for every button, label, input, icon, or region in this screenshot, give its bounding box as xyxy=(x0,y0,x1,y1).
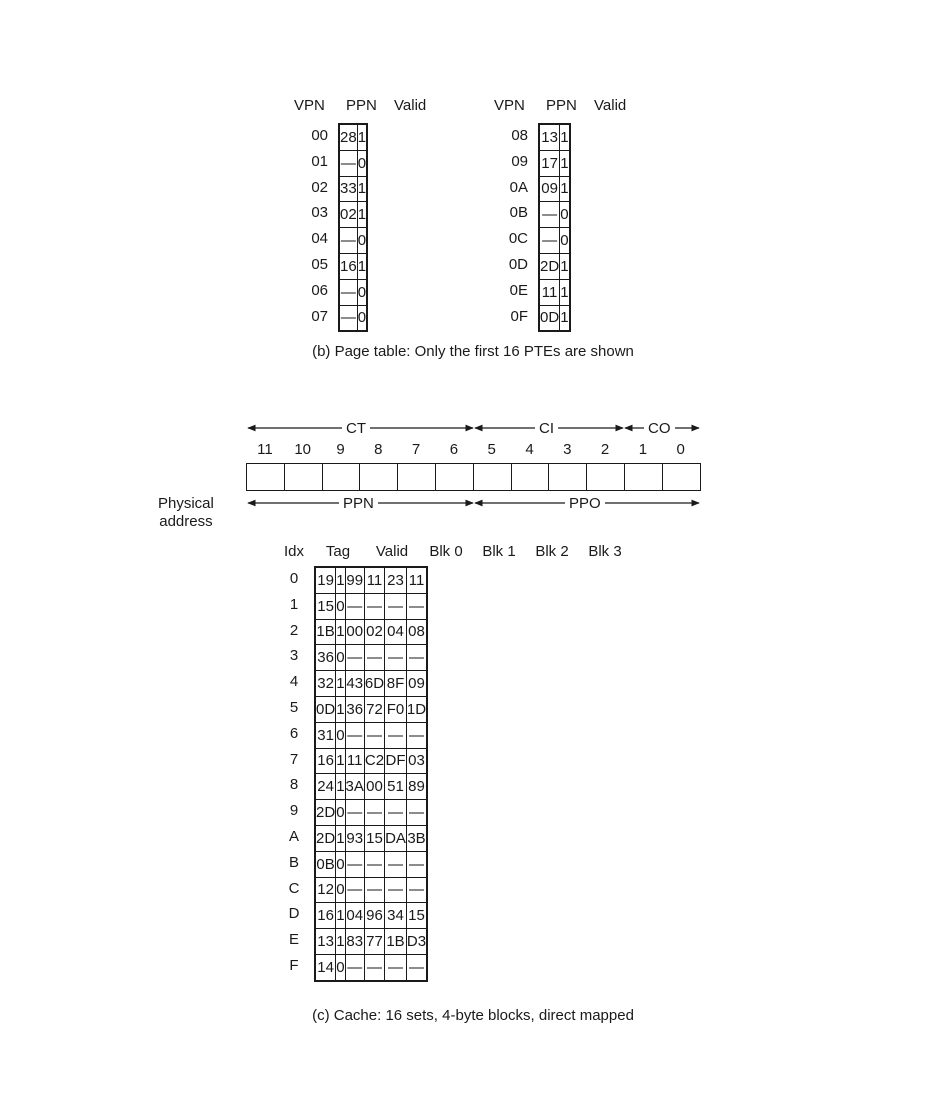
tag-cell: 19 xyxy=(315,567,336,593)
blk2-cell: F0 xyxy=(385,696,407,722)
blk2-cell: — xyxy=(385,800,407,826)
table-row xyxy=(315,954,427,980)
valid-cell: 0 xyxy=(336,851,345,877)
tag-cell: 2D xyxy=(315,800,336,826)
table-row xyxy=(315,851,427,877)
table-row xyxy=(339,176,367,202)
physical-address-label-line1: Physical xyxy=(158,495,214,512)
blk1-cell: — xyxy=(364,722,384,748)
set-index: B xyxy=(288,853,299,871)
pte-table-right xyxy=(538,123,571,332)
bit-box xyxy=(474,464,512,490)
idx-header: Idx xyxy=(283,543,304,560)
ppo-field-label: PPO xyxy=(565,495,605,512)
bit-boxes xyxy=(246,463,701,491)
bit-box xyxy=(549,464,587,490)
ppn-cell: — xyxy=(539,202,560,228)
bit-box xyxy=(587,464,625,490)
ppn-cell: 33 xyxy=(339,176,357,202)
blk1-cell: 15 xyxy=(364,825,384,851)
blk0-cell: — xyxy=(345,593,364,619)
set-index: 7 xyxy=(289,750,299,768)
valid-cell: 1 xyxy=(560,279,570,305)
blk1-cell: — xyxy=(364,954,384,980)
valid-cell: 0 xyxy=(336,593,345,619)
valid-cell: 1 xyxy=(336,619,345,645)
tag-cell: 36 xyxy=(315,645,336,671)
valid-cell: 0 xyxy=(357,150,367,176)
blk3-cell: — xyxy=(406,877,427,903)
ppn-cell: 2D xyxy=(539,253,560,279)
table-row xyxy=(315,748,427,774)
valid-cell: 0 xyxy=(336,800,345,826)
blk0-cell: 99 xyxy=(345,567,364,593)
valid-cell: 1 xyxy=(336,774,345,800)
table-row xyxy=(315,696,427,722)
vpn-label: 06 xyxy=(311,281,328,299)
set-index: 5 xyxy=(289,698,299,716)
blk3-cell: — xyxy=(406,645,427,671)
blk2-cell: 1B xyxy=(385,929,407,955)
blk3-cell: 15 xyxy=(406,903,427,929)
ppn-cell: 0D xyxy=(539,305,560,331)
blk0-cell: — xyxy=(345,851,364,877)
ppn-cell: 11 xyxy=(539,279,560,305)
blk3-cell: 09 xyxy=(406,671,427,697)
valid-cell: 0 xyxy=(336,645,345,671)
blk3-cell: 3B xyxy=(406,825,427,851)
vpn-label: 09 xyxy=(511,152,528,170)
blk3-cell: 89 xyxy=(406,774,427,800)
valid-cell: 0 xyxy=(336,877,345,903)
tag-cell: 12 xyxy=(315,877,336,903)
set-index: F xyxy=(289,956,299,974)
blk1-cell: — xyxy=(364,645,384,671)
set-index: 0 xyxy=(289,570,299,587)
bit-number: 6 xyxy=(449,441,459,458)
cache-table xyxy=(314,566,428,982)
blk2-cell: 51 xyxy=(385,774,407,800)
table-row xyxy=(315,903,427,929)
blk1-cell: — xyxy=(364,593,384,619)
table-row xyxy=(539,202,570,228)
vpn-label: 03 xyxy=(311,204,328,222)
pte-table-left xyxy=(338,123,368,332)
set-index: 9 xyxy=(289,802,299,820)
valid-cell: 1 xyxy=(336,748,345,774)
bit-number: 5 xyxy=(487,441,496,458)
tag-cell: 32 xyxy=(315,671,336,697)
vpn-label: 01 xyxy=(311,152,328,170)
valid-cell: 0 xyxy=(357,279,367,305)
ppn-field-label: PPN xyxy=(339,495,378,512)
table-row xyxy=(315,929,427,955)
ppn-cell: — xyxy=(339,279,357,305)
table-row xyxy=(539,305,570,331)
bit-box xyxy=(323,464,361,490)
valid-header: Valid xyxy=(394,97,427,114)
blk1-cell: — xyxy=(364,800,384,826)
physical-address-label xyxy=(158,495,214,531)
bit-number: 8 xyxy=(374,441,383,458)
blk0-header: Blk 0 xyxy=(429,543,463,560)
table-row xyxy=(539,279,570,305)
table-row xyxy=(339,124,367,150)
physical-address-label-line2: address xyxy=(159,513,213,530)
tag-cell: 15 xyxy=(315,593,336,619)
valid-cell: 1 xyxy=(357,176,367,202)
valid-cell: 1 xyxy=(357,202,367,228)
valid-cell: 0 xyxy=(357,228,367,254)
blk1-cell: 02 xyxy=(364,619,384,645)
vpn-header: VPN xyxy=(294,97,325,114)
blk2-cell: DF xyxy=(385,748,407,774)
blk2-cell: 8F xyxy=(385,671,407,697)
blk0-cell: — xyxy=(345,954,364,980)
bit-number: 2 xyxy=(600,441,610,458)
bit-box xyxy=(663,464,700,490)
ci-label: CI xyxy=(535,420,558,437)
valid-cell: 1 xyxy=(560,305,570,331)
tag-cell: 16 xyxy=(315,748,336,774)
set-index: 2 xyxy=(289,621,299,639)
valid-cell: 1 xyxy=(336,671,345,697)
set-index: E xyxy=(288,931,299,949)
table-row xyxy=(315,619,427,645)
bit-box xyxy=(360,464,398,490)
blk3-cell: 11 xyxy=(406,567,427,593)
table-row xyxy=(315,877,427,903)
set-index: D xyxy=(288,905,300,923)
ppn-cell: 28 xyxy=(339,124,357,150)
tag-cell: 13 xyxy=(315,929,336,955)
tag-cell: 1B xyxy=(315,619,336,645)
vpn-column xyxy=(490,123,528,329)
valid-header: Valid xyxy=(594,97,627,114)
blk3-cell: D3 xyxy=(406,929,427,955)
blk0-cell: 3A xyxy=(345,774,364,800)
set-index: A xyxy=(288,827,299,845)
bit-number: 7 xyxy=(411,441,421,458)
vpn-label: 0E xyxy=(509,281,528,299)
table-row xyxy=(315,593,427,619)
blk1-cell: 77 xyxy=(364,929,384,955)
vpn-label: 08 xyxy=(511,127,528,144)
blk2-cell: — xyxy=(385,593,407,619)
ppn-header: PPN xyxy=(346,97,377,114)
blk1-cell: 11 xyxy=(364,567,384,593)
table-row xyxy=(315,825,427,851)
blk0-cell: 00 xyxy=(345,619,364,645)
blk1-cell: 96 xyxy=(364,903,384,929)
blk1-cell: 00 xyxy=(364,774,384,800)
vpn-label: 0D xyxy=(508,255,528,273)
valid-cell: 1 xyxy=(357,124,367,150)
bit-number: 3 xyxy=(563,441,572,458)
table-row xyxy=(539,176,570,202)
vpn-label: 0B xyxy=(509,204,528,222)
blk3-cell: — xyxy=(406,954,427,980)
blk0-cell: — xyxy=(345,645,364,671)
blk3-cell: — xyxy=(406,593,427,619)
valid-cell: 1 xyxy=(357,253,367,279)
valid-cell: 1 xyxy=(336,696,345,722)
ppn-cell: 17 xyxy=(539,150,560,176)
bit-box xyxy=(285,464,323,490)
blk2-cell: — xyxy=(385,645,407,671)
table-row xyxy=(539,228,570,254)
table-row xyxy=(315,774,427,800)
valid-cell: 0 xyxy=(560,202,570,228)
blk1-cell: C2 xyxy=(364,748,384,774)
valid-cell: 1 xyxy=(336,903,345,929)
blk3-cell: 1D xyxy=(406,696,427,722)
blk3-header: Blk 3 xyxy=(588,543,622,560)
table-row xyxy=(339,150,367,176)
table-row xyxy=(539,253,570,279)
blk2-cell: 23 xyxy=(385,567,407,593)
blk3-cell: 08 xyxy=(406,619,427,645)
vpn-label: 0A xyxy=(509,178,528,196)
blk0-cell: 43 xyxy=(345,671,364,697)
tag-cell: 0B xyxy=(315,851,336,877)
physical-address-diagram xyxy=(0,415,946,535)
valid-header: Valid xyxy=(375,543,409,560)
tag-cell: 31 xyxy=(315,722,336,748)
valid-cell: 1 xyxy=(336,825,345,851)
vpn-column xyxy=(290,123,328,329)
table-row xyxy=(339,228,367,254)
set-index: 8 xyxy=(289,776,299,794)
bit-number: 11 xyxy=(257,441,273,458)
ppn-cell: — xyxy=(339,150,357,176)
blk2-header: Blk 2 xyxy=(535,543,569,560)
tag-cell: 2D xyxy=(315,825,336,851)
ppn-cell: 02 xyxy=(339,202,357,228)
ppn-cell: — xyxy=(339,305,357,331)
valid-cell: 0 xyxy=(336,954,345,980)
valid-cell: 1 xyxy=(336,567,345,593)
blk0-cell: — xyxy=(345,800,364,826)
blk0-cell: 04 xyxy=(345,903,364,929)
valid-cell: 0 xyxy=(560,228,570,254)
table-row xyxy=(339,202,367,228)
valid-cell: 0 xyxy=(336,722,345,748)
set-index: 4 xyxy=(289,673,299,691)
valid-cell: 1 xyxy=(560,253,570,279)
table-row xyxy=(315,567,427,593)
vpn-label: 02 xyxy=(311,178,328,196)
table-row xyxy=(315,671,427,697)
tag-header: Tag xyxy=(325,543,351,560)
tag-cell: 0D xyxy=(315,696,336,722)
valid-cell: 1 xyxy=(560,176,570,202)
cache-caption: (c) Cache: 16 sets, 4-byte blocks, direct mapped xyxy=(312,1007,634,1024)
blk0-cell: 11 xyxy=(345,748,364,774)
bit-box xyxy=(512,464,550,490)
blk1-cell: — xyxy=(364,851,384,877)
ppn-cell: — xyxy=(339,228,357,254)
ppn-cell: 16 xyxy=(339,253,357,279)
blk3-cell: — xyxy=(406,851,427,877)
idx-column xyxy=(280,566,308,979)
bit-box xyxy=(247,464,285,490)
set-index: C xyxy=(288,879,300,897)
vpn-label: 0C xyxy=(508,230,528,248)
ppn-cell: — xyxy=(539,228,560,254)
table-row xyxy=(339,305,367,331)
blk0-cell: 83 xyxy=(345,929,364,955)
blk3-cell: 03 xyxy=(406,748,427,774)
blk0-cell: — xyxy=(345,877,364,903)
bit-number: 4 xyxy=(525,441,534,458)
set-index: 3 xyxy=(289,647,299,665)
blk2-cell: — xyxy=(385,722,407,748)
tag-cell: 24 xyxy=(315,774,336,800)
valid-cell: 1 xyxy=(560,150,570,176)
blk2-cell: 34 xyxy=(385,903,407,929)
blk3-cell: — xyxy=(406,800,427,826)
co-label: CO xyxy=(644,420,675,437)
bit-box xyxy=(625,464,663,490)
table-row xyxy=(339,253,367,279)
table-row xyxy=(339,279,367,305)
bit-number: 10 xyxy=(294,441,312,458)
valid-cell: 0 xyxy=(357,305,367,331)
blk1-cell: — xyxy=(364,877,384,903)
bit-box xyxy=(436,464,474,490)
set-index: 1 xyxy=(289,595,299,613)
vpn-label: 0F xyxy=(510,307,528,325)
bit-numbers xyxy=(246,441,700,461)
blk2-cell: — xyxy=(385,954,407,980)
blk0-cell: — xyxy=(345,722,364,748)
vpn-label: 00 xyxy=(311,127,328,144)
vpn-label: 05 xyxy=(311,255,328,273)
vpn-label: 07 xyxy=(311,307,328,325)
tag-cell: 16 xyxy=(315,903,336,929)
table-row xyxy=(539,150,570,176)
vpn-header: VPN xyxy=(494,97,525,114)
tag-cell: 14 xyxy=(315,954,336,980)
blk2-cell: — xyxy=(385,877,407,903)
blk0-cell: 36 xyxy=(345,696,364,722)
blk3-cell: — xyxy=(406,722,427,748)
vpn-label: 04 xyxy=(311,230,328,248)
blk1-cell: 6D xyxy=(364,671,384,697)
ct-label: CT xyxy=(342,420,370,437)
set-index: 6 xyxy=(289,724,299,742)
blk1-header: Blk 1 xyxy=(482,543,516,560)
table-row xyxy=(315,722,427,748)
bit-number: 0 xyxy=(676,441,685,458)
table-row xyxy=(539,124,570,150)
blk2-cell: 04 xyxy=(385,619,407,645)
bit-box xyxy=(398,464,436,490)
valid-cell: 1 xyxy=(560,124,570,150)
bit-number: 9 xyxy=(336,441,345,458)
blk2-cell: — xyxy=(385,851,407,877)
page-table-caption: (b) Page table: Only the first 16 PTEs are shown xyxy=(312,343,634,360)
ppn-cell: 13 xyxy=(539,124,560,150)
ppn-cell: 09 xyxy=(539,176,560,202)
table-row xyxy=(315,645,427,671)
valid-cell: 1 xyxy=(336,929,345,955)
ppn-header: PPN xyxy=(546,97,577,114)
bit-number: 1 xyxy=(638,441,648,458)
blk2-cell: DA xyxy=(385,825,407,851)
blk0-cell: 93 xyxy=(345,825,364,851)
table-row xyxy=(315,800,427,826)
blk1-cell: 72 xyxy=(364,696,384,722)
